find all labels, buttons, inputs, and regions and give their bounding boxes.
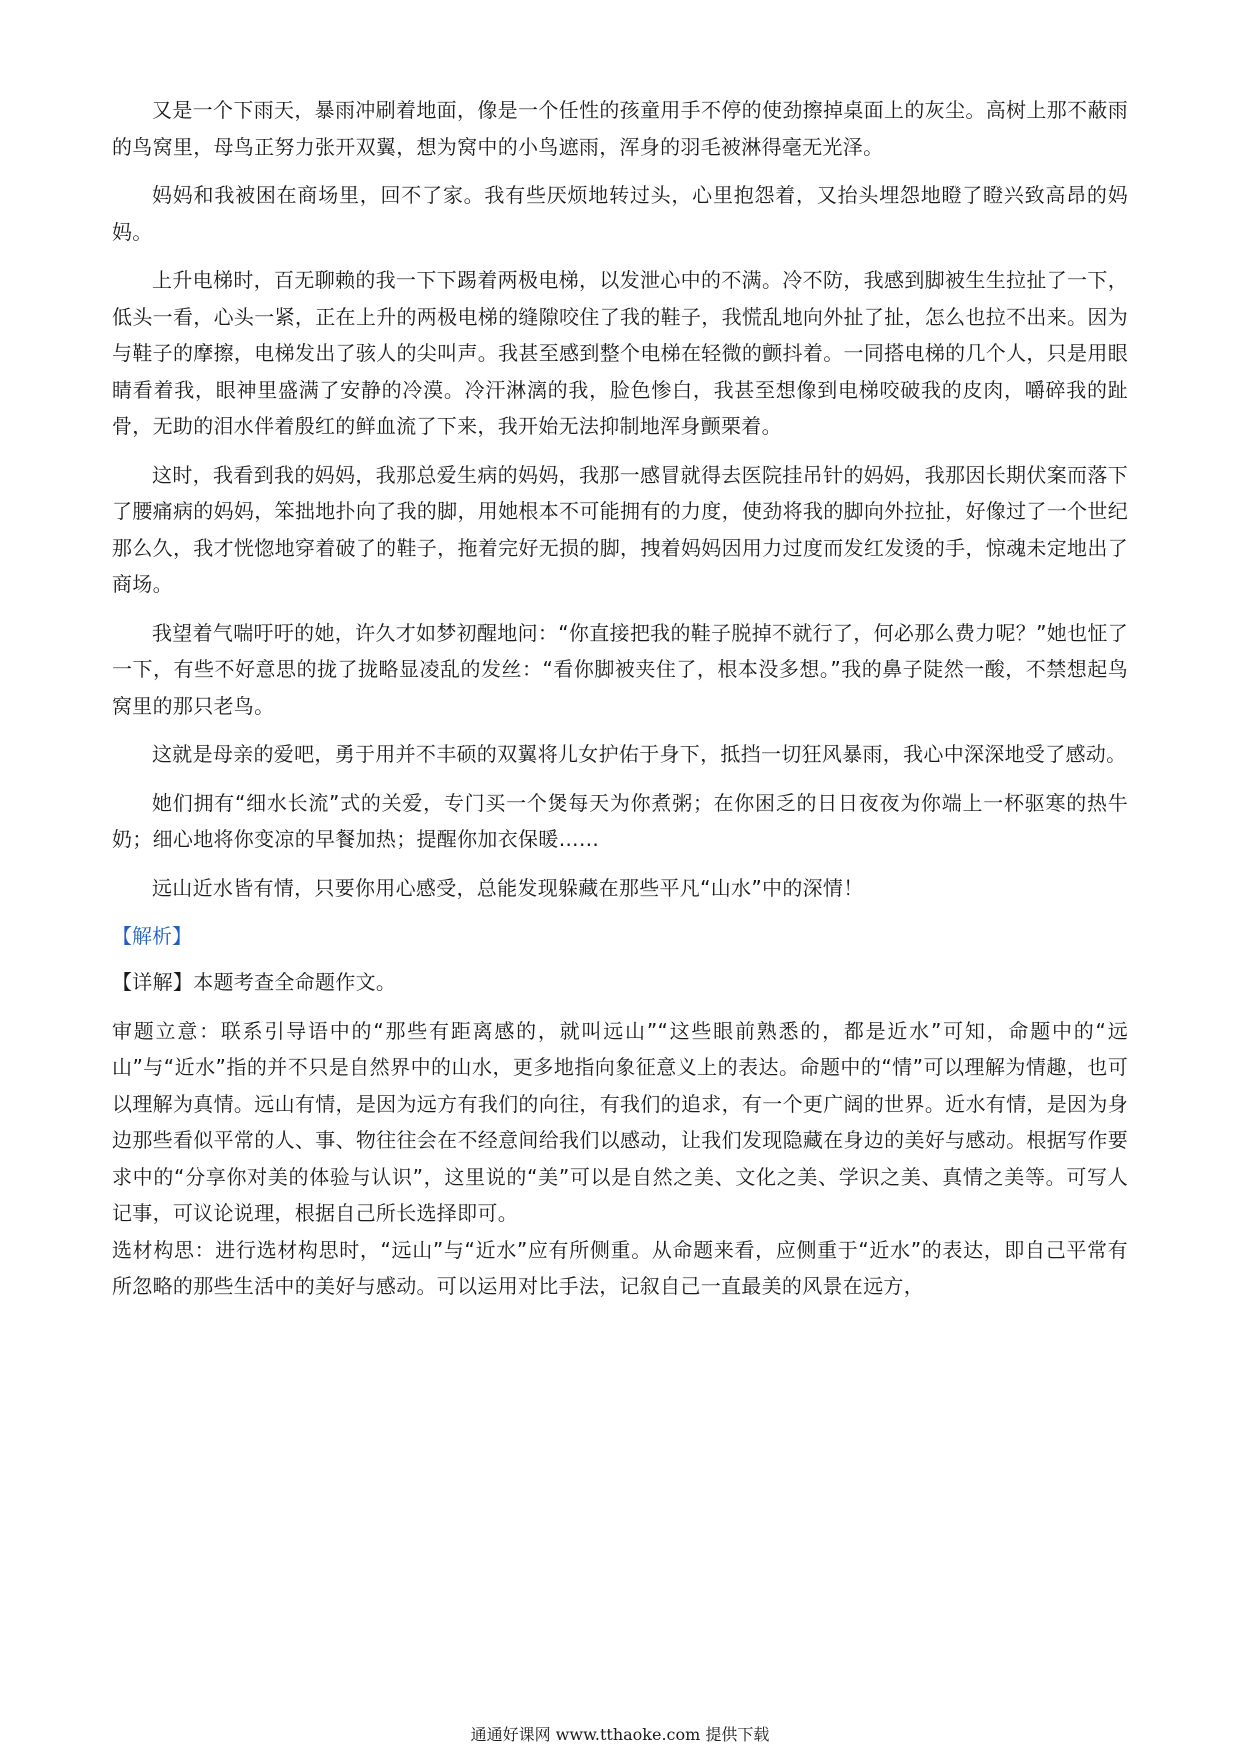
essay-paragraph-8: 远山近水皆有情，只要你用心感受，总能发现躲藏在那些平凡“山水”中的深情！ [152, 875, 864, 900]
essay-paragraph-4: 这时，我看到我的妈妈，我那总爱生病的妈妈，我那一感冒就得去医院挂吊针的妈妈，我那因长期伏案而落下了腰痛病的妈妈，笨拙地扑向了我的脚，用她根本不可能拥有的力度，使劲将我的脚向外拉扯，好像过了一个世纪那么久，我才恍惚地穿着破了的鞋子，拖着完好无损的脚，拽着妈妈因用力过度而发红发烫的手，惊魂未定地出了商场。 [112, 462, 1128, 596]
essay-paragraph-3: 上升电梯时，百无聊赖的我一下下踢着两极电梯，以发泄心中的不满。冷不防，我感到脚被生生拉扯了一下，低头一看，心头一紧，正在上升的两极电梯的缝隙咬住了我的鞋子，我慌乱地向外扯了扯，怎么也拉不出来。因为与鞋子的摩擦，电梯发出了骇人的尖叫声。我甚至感到整个电梯在轻微的颤抖着。一同搭电梯的几个人，只是用眼睛看着我，眼神里盛满了安静的冷漠。冷汗淋漓的我，脸色惨白，我甚至想像到电梯咬破我的皮肉，嚼碎我的趾骨，无助的泪水伴着殷红的鲜血流了下来，我开始无法抑制地浑身颤栗着。 [112, 268, 1128, 438]
essay-paragraph-2: 妈妈和我被困在商场里，回不了家。我有些厌烦地转过头，心里抱怨着，又抬头埋怨地瞪了瞪兴致高昂的妈妈。 [112, 183, 1128, 244]
essay-paragraph-7: 她们拥有“细水长流”式的关爱，专门买一个煲每天为你煮粥；在你困乏的日日夜夜为你端上一杯驱寒的热牛奶；细心地将你变凉的早餐加热；提醒你加衣保暖…… [112, 790, 1128, 851]
footer-watermark: 通通好课网 www.tthaoke.com 提供下载 [470, 1725, 770, 1744]
material-block: 选材构思：进行选材构思时，“远山”与“近水”应有所侧重。从命题来看，应侧重于“近水”的表达，即自己平常有所忽略的那些生活中的美好与感动。可以运用对比手法，记叙自己一直最美的风景在远方， [112, 1237, 1128, 1298]
document-page [112, 92, 1128, 1305]
essay-paragraph-6: 这就是母亲的爱吧，勇于用并不丰硕的双翼将儿女护佑于身下，抵挡一切狂风暴雨，我心中深深地受了感动。 [152, 742, 1127, 766]
detail-line: 【详解】本题考查全命题作文。 [112, 970, 397, 994]
review-block: 审题立意：联系引导语中的“那些有距离感的，就叫远山”“这些眼前熟悉的，都是近水”可知，命题中的“远山”与“近水”指的并不只是自然界中的山水，更多地指向象征意义上的表达。命题中的“情”可以理解为情趣，也可以理解为真情。远山有情，是因为远方有我们的向往，有我们的追求，有一个更广阔的世界。近水有情，是因为身边那些看似平常的人、事、物往往会在不经意间给我们以感动，让我们发现隐藏在身边的美好与感动。根据写作要求中的“分享你对美的体验与认识”，这里说的“美”可以是自然之美、文化之美、学识之美、真情之美等。可写人记事，可议论说理，根据自己所长选择即可。 [112, 1018, 1128, 1225]
essay-paragraph-5: 我望着气喘吁吁的她，许久才如梦初醒地问：“你直接把我的鞋子脱掉不就行了，何必那么费力呢？”她也怔了一下，有些不好意思的拢了拢略显凌乱的发丝：“看你脚被夹住了，根本没多想。”我的鼻子陡然一酸，不禁想起鸟窝里的那只老鸟。 [112, 620, 1128, 718]
essay-paragraph-1: 又是一个下雨天，暴雨冲刷着地面，像是一个任性的孩童用手不停的使劲擦掉桌面上的灰尘。高树上那不蔽雨的鸟窝里，母鸟正努力张开双翼，想为窝中的小鸟遮雨，浑身的羽毛被淋得毫无光泽。 [112, 98, 1128, 159]
analysis-heading: 【解析】 [112, 924, 192, 948]
